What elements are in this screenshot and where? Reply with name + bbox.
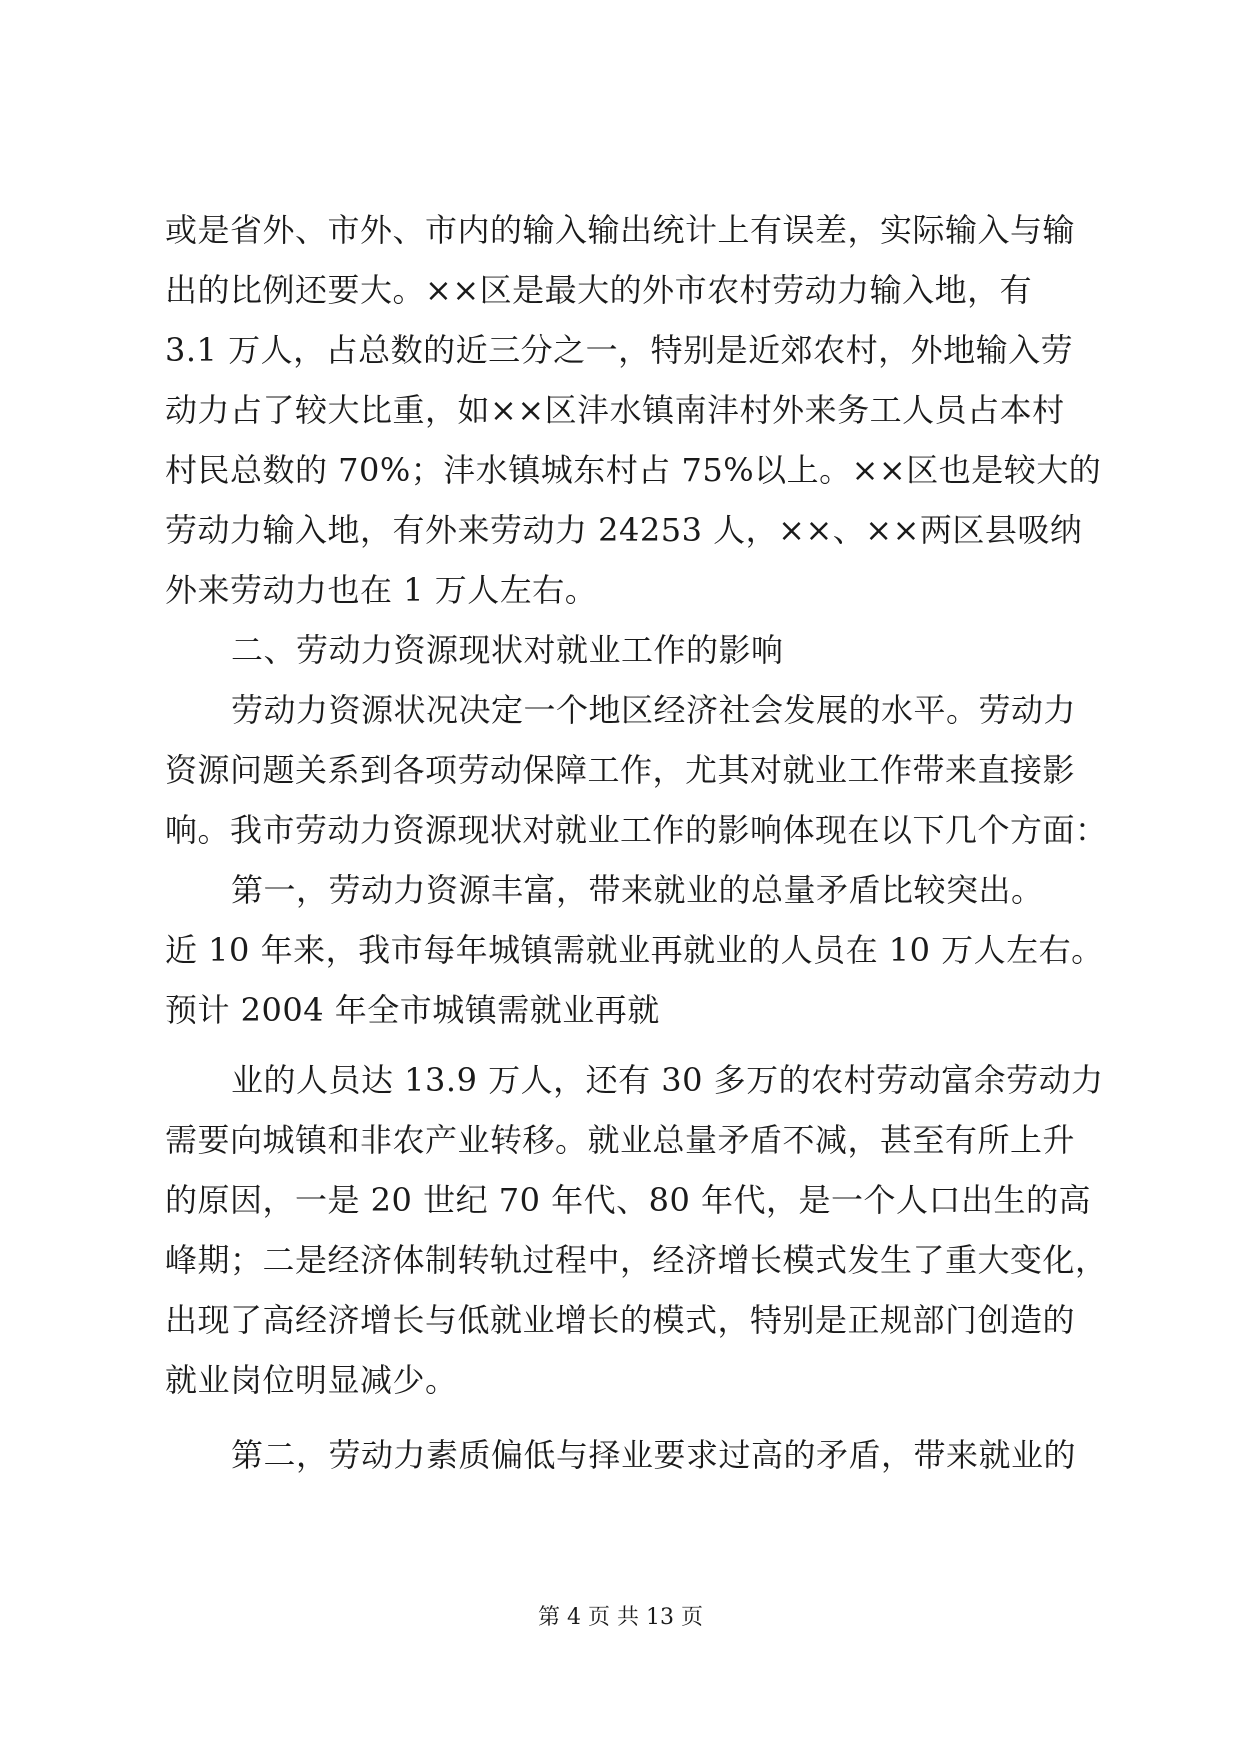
body-line: 资源问题关系到各项劳动保障工作，尤其对就业工作带来直接影 — [165, 751, 1076, 789]
body-line: 就业岗位明显减少。 — [165, 1361, 458, 1399]
body-line: 劳动力输入地，有外来劳动力 24253 人，××、××两区县吸纳 — [165, 511, 1083, 549]
body-line: 3.1 万人，占总数的近三分之一，特别是近郊农村，外地输入劳 — [165, 331, 1074, 369]
body-line: 响。我市劳动力资源现状对就业工作的影响体现在以下几个方面： — [165, 811, 1108, 849]
body-line: 动力占了较大比重，如××区沣水镇南沣村外来务工人员占本村 — [165, 391, 1065, 429]
body-line: 第二，劳动力素质偏低与择业要求过高的矛盾，带来就业的 — [231, 1436, 1077, 1474]
body-line: 预计 2004 年全市城镇需就业再就 — [165, 991, 660, 1029]
body-line: 村民总数的 70%；沣水镇城东村占 75%以上。××区也是较大的 — [165, 451, 1102, 489]
body-line: 的原因，一是 20 世纪 70 年代、80 年代，是一个人口出生的高 — [165, 1181, 1092, 1219]
body-line: 出现了高经济增长与低就业增长的模式，特别是正规部门创造的 — [165, 1301, 1076, 1339]
section-heading: 二、劳动力资源现状对就业工作的影响 — [231, 631, 784, 669]
body-line: 劳动力资源状况决定一个地区经济社会发展的水平。劳动力 — [231, 691, 1077, 729]
body-line: 外来劳动力也在 1 万人左右。 — [165, 571, 598, 609]
body-line: 出的比例还要大。××区是最大的外市农村劳动力输入地，有 — [165, 271, 1033, 309]
body-line: 近 10 年来，我市每年城镇需就业再就业的人员在 10 万人左右。 — [165, 931, 1104, 969]
body-line: 或是省外、市外、市内的输入输出统计上有误差，实际输入与输 — [165, 211, 1076, 249]
body-line: 业的人员达 13.9 万人，还有 30 多万的农村劳动富余劳动力 — [231, 1061, 1104, 1099]
body-line: 需要向城镇和非农产业转移。就业总量矛盾不减，甚至有所上升 — [165, 1121, 1076, 1159]
page-number-footer: 第 4 页 共 13 页 — [538, 1605, 703, 1630]
body-line: 峰期；二是经济体制转轨过程中，经济增长模式发生了重大变化， — [165, 1241, 1108, 1279]
body-line: 第一，劳动力资源丰富，带来就业的总量矛盾比较突出。 — [231, 871, 1044, 909]
